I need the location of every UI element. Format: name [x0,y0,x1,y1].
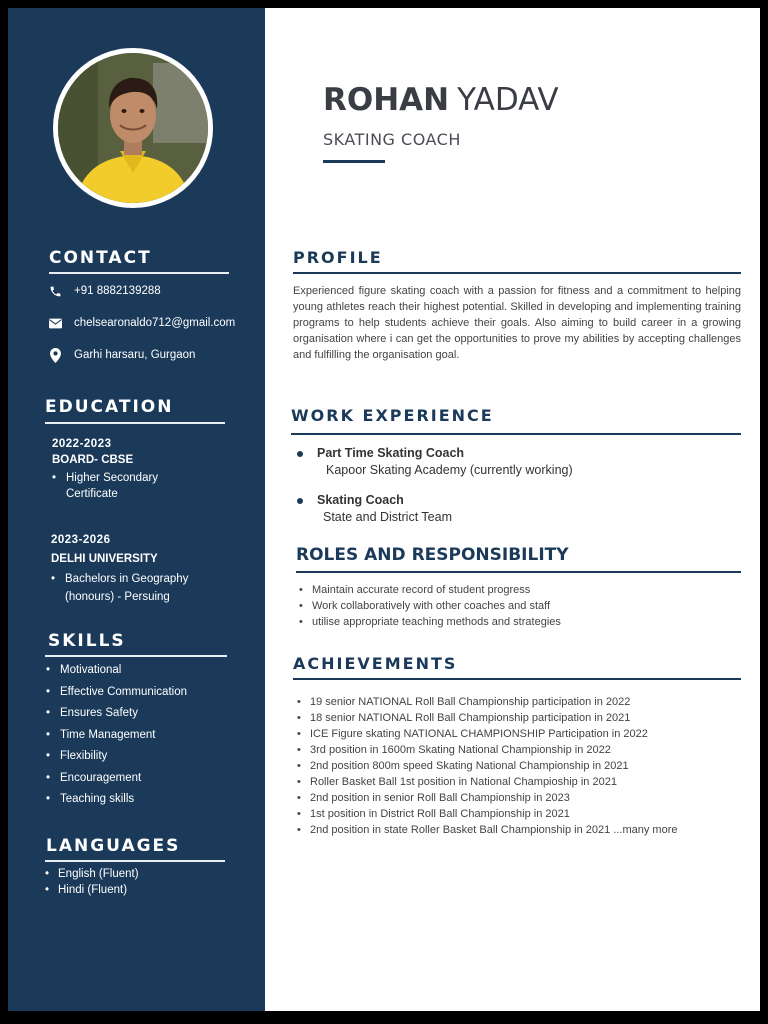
last-name: YADAV [457,82,559,118]
contact-phone [48,284,161,298]
list-item: • Hindi (Fluent) [45,884,139,900]
profile-photo-image [58,53,208,203]
job-role: Skating Coach [317,493,404,507]
list-item: • Maintain accurate record of student progress [299,584,561,600]
education-institution: BOARD- CBSE [52,454,134,466]
education-years: 2023-2026 [51,534,111,546]
list-item: • Roller Basket Ball 1st position in National Champioship in 2021 [297,776,677,792]
job-role: Part Time Skating Coach [317,446,465,460]
list-item: • 2nd position 800m speed Skating National Championship in 2021 [297,760,677,776]
main-content [265,8,760,1011]
education-detail-line: (honours) - Persuing [65,591,170,603]
list-item: • utilise appropriate teaching methods and strategies [299,616,561,632]
list-item: • Teaching skills [46,793,187,815]
email-text: chelsearonaldo712@gmail.com [74,317,236,329]
education-entry [51,532,188,605]
skills-divider [45,655,227,657]
list-item: • 2nd position in senior Roll Ball Championship in 2023 [297,792,677,808]
skills-heading: SKILLS [48,631,126,651]
education-years: 2022-2023 [52,438,112,450]
list-item: • 18 senior NATIONAL Roll Ball Championship participation in 2021 [297,712,677,728]
list-item: • 2nd position in state Roller Basket Ball Championship in 2021 ...many more [297,824,677,840]
roles-heading: ROLES AND RESPONSIBILITY [296,545,569,565]
list-item: • ICE Figure skating NATIONAL CHAMPIONSHIP Participation in 2022 [297,728,677,744]
list-item: • Work collaboratively with other coaches and staff [299,600,561,616]
first-name: ROHAN [323,82,450,118]
education-detail-line: • Higher Secondary [66,472,159,484]
work-experience-heading: WORK EXPERIENCE [291,406,494,425]
education-detail [51,571,188,605]
contact-heading: CONTACT [49,248,152,268]
list-item: • English (Fluent) [45,868,139,884]
list-item: • Effective Communication [46,686,187,708]
address-text: Garhi harsaru, Gurgaon [74,349,196,361]
portrait-illustration [58,53,208,203]
list-item: • 3rd position in 1600m Skating National Championship in 2022 [297,744,677,760]
list-item: • Encouragement [46,772,187,794]
list-item: • 19 senior NATIONAL Roll Ball Championship participation in 2022 [297,696,677,712]
languages-heading: LANGUAGES [46,836,181,856]
location-pin-icon [48,348,62,362]
job-title: SKATING COACH [323,130,461,149]
contact-divider [49,272,229,274]
languages-list [45,868,139,900]
roles-list [299,584,561,632]
contact-email [48,316,235,330]
profile-divider [293,272,741,274]
achievements-divider [293,678,741,680]
languages-divider [45,860,225,862]
candidate-name [323,82,559,118]
skills-list [46,664,187,815]
phone-text: +91 8882139288 [74,285,161,297]
achievements-list [297,696,677,840]
job-org: Kapoor Skating Academy (currently working) [326,463,573,477]
education-divider [45,422,225,424]
education-heading: EDUCATION [45,397,174,417]
education-entry [52,436,158,502]
phone-icon [48,284,62,298]
profile-photo [53,48,213,208]
contact-address [48,348,195,362]
resume-page [8,8,760,1011]
title-underline [323,160,385,163]
list-item: • Time Management [46,729,187,751]
list-item: • Motivational [46,664,187,686]
list-item: • Ensures Safety [46,707,187,729]
education-detail [52,470,158,502]
profile-heading: PROFILE [293,248,383,267]
education-institution: DELHI UNIVERSITY [51,553,158,565]
work-experience-divider [291,433,741,435]
list-item: • Flexibility [46,750,187,772]
bullet-icon [297,498,303,504]
bullet-icon [297,451,303,457]
education-detail-line: Certificate [66,488,118,500]
achievements-heading: ACHIEVEMENTS [293,654,458,673]
sidebar [8,8,265,1011]
education-detail-line: • Bachelors in Geography [65,573,189,585]
list-item: • 1st position in District Roll Ball Championship in 2021 [297,808,677,824]
job-org: State and District Team [323,510,452,524]
roles-divider [296,571,741,573]
profile-text: Experienced figure skating coach with a passion for fitness and a commitment to helping young athletes reach their highest potential. Skilled in developing and implementing training programs to help students achieve their goals. Also aiming to build career in a growing organisation where i can get the opportunities to prove my abilities by accepting challenges and fulfilling the organisation goal. [293,285,741,361]
mail-icon [48,316,62,330]
